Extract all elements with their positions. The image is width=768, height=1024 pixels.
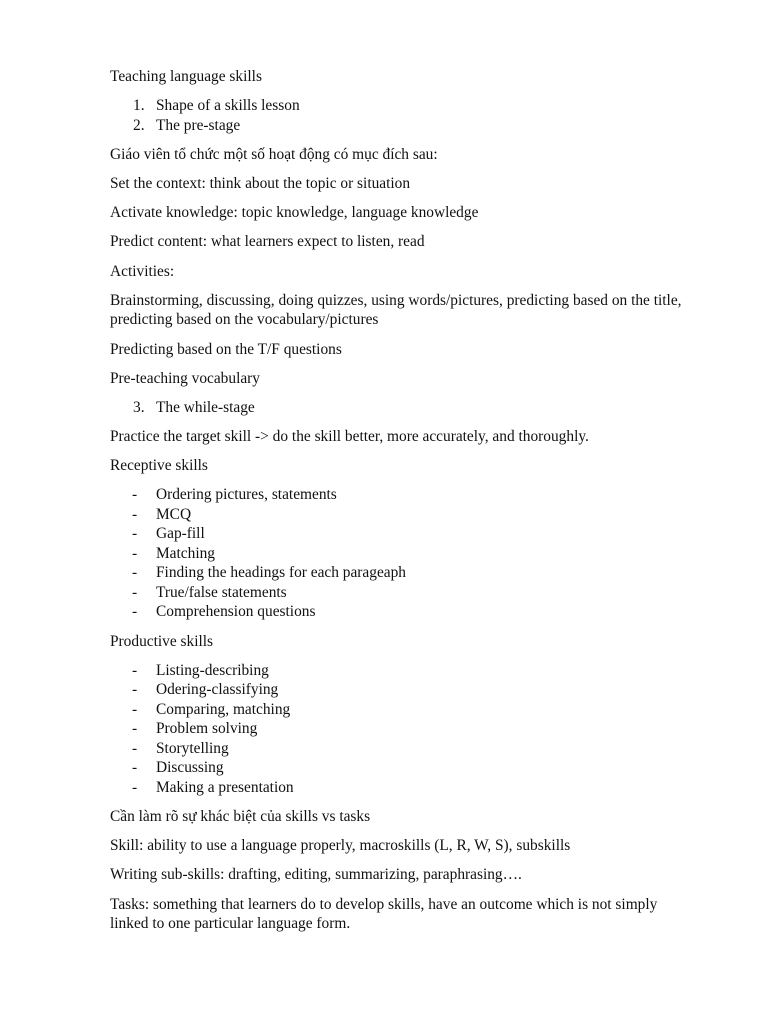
dash-bullet: - [132,544,138,562]
activities-label: Activities: [110,262,175,280]
list-item-text: True/false statements [156,583,287,601]
list-item-text: Discussing [156,759,224,777]
list-item-text: Shape of a skills lesson [156,97,300,115]
list-item-text: Problem solving [156,720,258,738]
list-item-text: The pre-stage [156,116,241,134]
list-item [110,758,690,778]
dash-bullet: - [132,739,138,757]
list-number: 3. [133,398,145,416]
list-item-text: Odering-classifying [156,681,279,699]
outline-list-2 [110,398,690,418]
list-item [110,398,690,418]
list-item [110,583,690,603]
dash-bullet: - [132,700,138,718]
list-item [110,96,690,116]
document-title: Teaching language skills [110,68,262,85]
list-item-text: Storytelling [156,739,229,757]
dash-bullet: - [132,525,138,543]
list-item [110,524,690,544]
list-item-text: Listing-describing [156,661,269,679]
list-item-text: MCQ [156,505,192,523]
list-item-text: The while-stage [156,398,255,416]
intro-paragraph: Giáo viên tổ chức một số hoạt động có mục đích sau: [110,145,438,163]
pre-teaching-paragraph: Pre-teaching vocabulary [110,369,260,387]
dash-bullet: - [132,681,138,699]
dash-bullet: - [132,778,138,796]
dash-bullet: - [132,603,138,621]
dash-bullet: - [132,505,138,523]
list-item [110,700,690,720]
list-number: 1. [133,97,145,115]
activate-knowledge-paragraph: Activate knowledge: topic knowledge, language knowledge [110,204,479,222]
list-item [110,116,690,136]
clarify-paragraph: Cần làm rõ sự khác biệt của skills vs tasks [110,808,371,825]
list-item [110,602,690,622]
document-page [110,67,690,943]
list-number: 2. [133,116,145,134]
list-item [110,544,690,564]
dash-bullet: - [132,661,138,679]
list-item [110,485,690,505]
list-item-text: Making a presentation [156,778,294,796]
activities-paragraph: Brainstorming, discussing, doing quizzes, using words/pictures, predicting based on the title, predicting based on the vocabulary/pictures [110,291,682,329]
outline-list-1 [110,96,690,135]
predict-content-paragraph: Predict content: what learners expect to listen, read [110,233,425,251]
list-item-text: Ordering pictures, statements [156,486,337,504]
predicting-tf-paragraph: Predicting based on the T/F questions [110,340,342,358]
receptive-skills-label: Receptive skills [110,457,208,475]
list-item [110,563,690,583]
productive-skills-label: Productive skills [110,632,214,650]
receptive-skills-list [110,485,690,622]
dash-bullet: - [132,720,138,738]
list-item-text: Comprehension questions [156,603,316,621]
list-item-text: Matching [156,544,215,562]
writing-subskills-paragraph: Writing sub-skills: drafting, editing, summarizing, paraphrasing…. [110,866,522,884]
list-item-text: Finding the headings for each parageaph [156,564,407,582]
list-item [110,505,690,525]
list-item [110,739,690,759]
list-item [110,680,690,700]
productive-skills-list [110,661,690,798]
dash-bullet: - [132,583,138,601]
list-item [110,719,690,739]
list-item-text: Gap-fill [156,525,205,543]
tasks-definition-paragraph: Tasks: something that learners do to develop skills, have an outcome which is not simply linked to one particular language form. [110,895,658,933]
dash-bullet: - [132,564,138,582]
list-item [110,778,690,798]
dash-bullet: - [132,759,138,777]
list-item [110,661,690,681]
skill-definition-paragraph: Skill: ability to use a language properly, macroskills (L, R, W, S), subskills [110,837,571,855]
list-item-text: Comparing, matching [156,700,291,718]
dash-bullet: - [132,486,138,504]
practice-paragraph: Practice the target skill -> do the skill better, more accurately, and thoroughly. [110,428,589,446]
set-context-paragraph: Set the context: think about the topic or situation [110,175,411,193]
